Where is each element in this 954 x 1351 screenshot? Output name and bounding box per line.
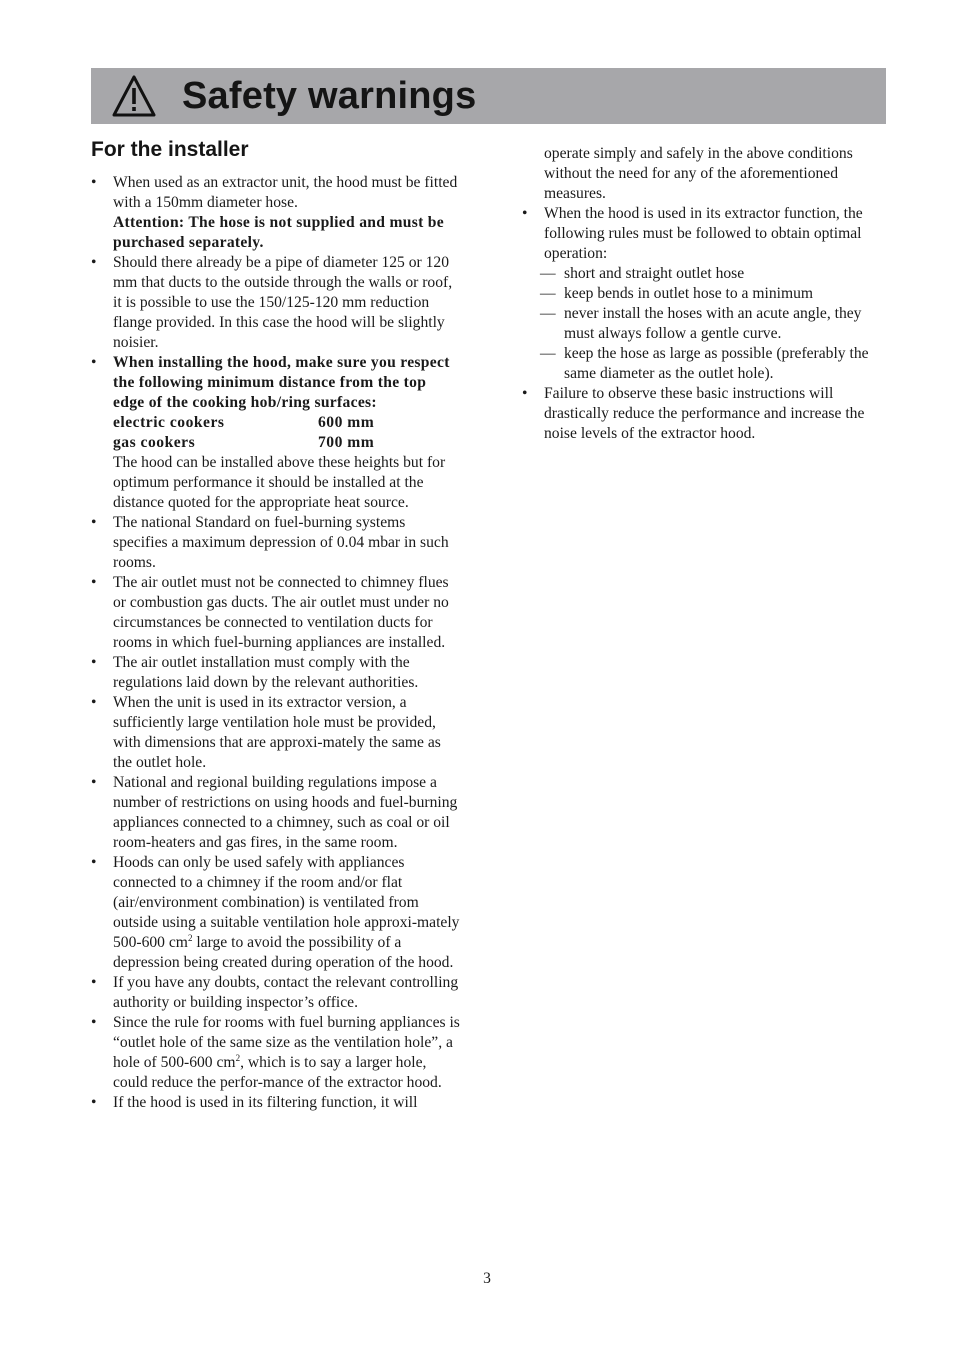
list-item: [522, 204, 892, 264]
warning-list: [91, 173, 461, 1113]
page-title: Safety warnings: [182, 75, 477, 117]
dash-item: — short and straight outlet hose: [540, 265, 745, 282]
warning-list: [522, 384, 892, 444]
item-text: Since the rule for rooms with fuel burning appliances is “outlet hole of the same size as the ventilation hole”, a hole of 500-600 cm: [113, 1014, 460, 1071]
distance-label: electric cookers: [113, 414, 225, 431]
dash-item: — keep bends in outlet hose to a minimum: [540, 285, 814, 302]
list-item: • When the unit is used in its extractor version, a sufficiently large ventilation hole must be provided, with dimensions that are approxi-mately the same as the outlet hole.: [91, 693, 461, 773]
list-item: • If you have any doubts, contact the relevant controlling authority or building inspector’s office.: [91, 973, 461, 1013]
dash-text: short and straight outlet hose: [564, 265, 745, 282]
list-item: • The national Standard on fuel-burning systems specifies a maximum depression of 0.04 mbar in such rooms.: [91, 513, 461, 573]
dash-item: — never install the hoses with an acute angle, they must always follow a gentle curve.: [540, 305, 862, 342]
list-item: [91, 173, 461, 253]
list-item: • The air outlet must not be connected to chimney flues or combustion gas ducts. The air outlet must under no circumstances be connected to ventilation ducts for rooms in which fuel-burning appliances are installed.: [91, 573, 461, 653]
dash-text: keep the hose as large as possible (preferably the same diameter as the outlet hole).: [564, 345, 869, 382]
list-item: • The air outlet installation must comply with the regulations laid down by the relevant authorities.: [91, 653, 461, 693]
distance-heading: • When installing the hood, make sure you respect the following minimum distance from the top edge of the cooking hob/ring surfaces:: [113, 354, 450, 411]
item-text: The hood can be installed above these heights but for optimum performance it should be installed at the distance quoted for the appropriate heat source.: [113, 454, 446, 511]
distance-row: [113, 433, 461, 453]
list-item: • Should there already be a pipe of diameter 125 or 120 mm that ducts to the outside through the walls or roof, it is possible to use the 150/125-120 mm reduction flange provided. In this case the hood will be slightly noisier.: [91, 253, 461, 353]
title-banner: [91, 68, 886, 124]
list-item: [91, 1013, 461, 1093]
superscript: 2: [187, 932, 193, 943]
dash-text: never install the hoses with an acute angle, they must always follow a gentle curve.: [564, 305, 862, 342]
item-text: Hoods can only be used safely with appliances connected to a chimney if the room and/or flat (air/environment combination) is ventilated from outside using a suitable ventilation hole approxi-mately 500-600 cm: [113, 854, 460, 951]
list-item: • National and regional building regulations impose a number of restrictions on using hoods and fuel-burning appliances connected to a chimney, such as coal or oil room-heaters and gas fires, in the same room.: [91, 773, 461, 853]
item-text: When used as an extractor unit, the hood must be fitted with a 150mm diameter hose.: [113, 174, 458, 211]
distance-label: gas cookers: [113, 434, 196, 451]
list-item: • Failure to observe these basic instructions will drastically reduce the performance and increase the noise levels of the extractor hood.: [522, 384, 892, 444]
dash-text: keep bends in outlet hose to a minimum: [564, 285, 814, 302]
item-text: , which is to say a larger hole, could reduce the perfor-mance of the extractor hood.: [113, 1054, 442, 1091]
warning-triangle-icon: [111, 74, 157, 118]
page-number: 3: [483, 1270, 491, 1287]
left-column: [91, 136, 461, 1113]
warning-list: [522, 204, 892, 264]
item-text: large to avoid the possibility of a depression being created during operation of the hood.: [113, 934, 454, 971]
list-item: • If the hood is used in its filtering function, it will: [91, 1093, 461, 1113]
dash-item: — keep the hose as large as possible (preferably the same diameter as the outlet hole).: [540, 345, 869, 382]
list-item: [91, 853, 461, 973]
item-text: • When the hood is used in its extractor function, the following rules must be followed to obtain optimal operation:: [544, 205, 863, 262]
distance-value: 700 mm: [318, 434, 375, 451]
distance-row: [113, 413, 461, 433]
distance-value: 600 mm: [318, 414, 375, 431]
section-heading: For the installer: [91, 138, 249, 161]
superscript: 2: [235, 1052, 241, 1063]
list-item: [91, 353, 461, 513]
continued-text: operate simply and safely in the above conditions without the need for any of the aforementioned measures.: [544, 145, 853, 202]
attention-note: Attention: The hose is not supplied and must be purchased separately.: [113, 214, 444, 251]
right-column: [522, 144, 892, 444]
